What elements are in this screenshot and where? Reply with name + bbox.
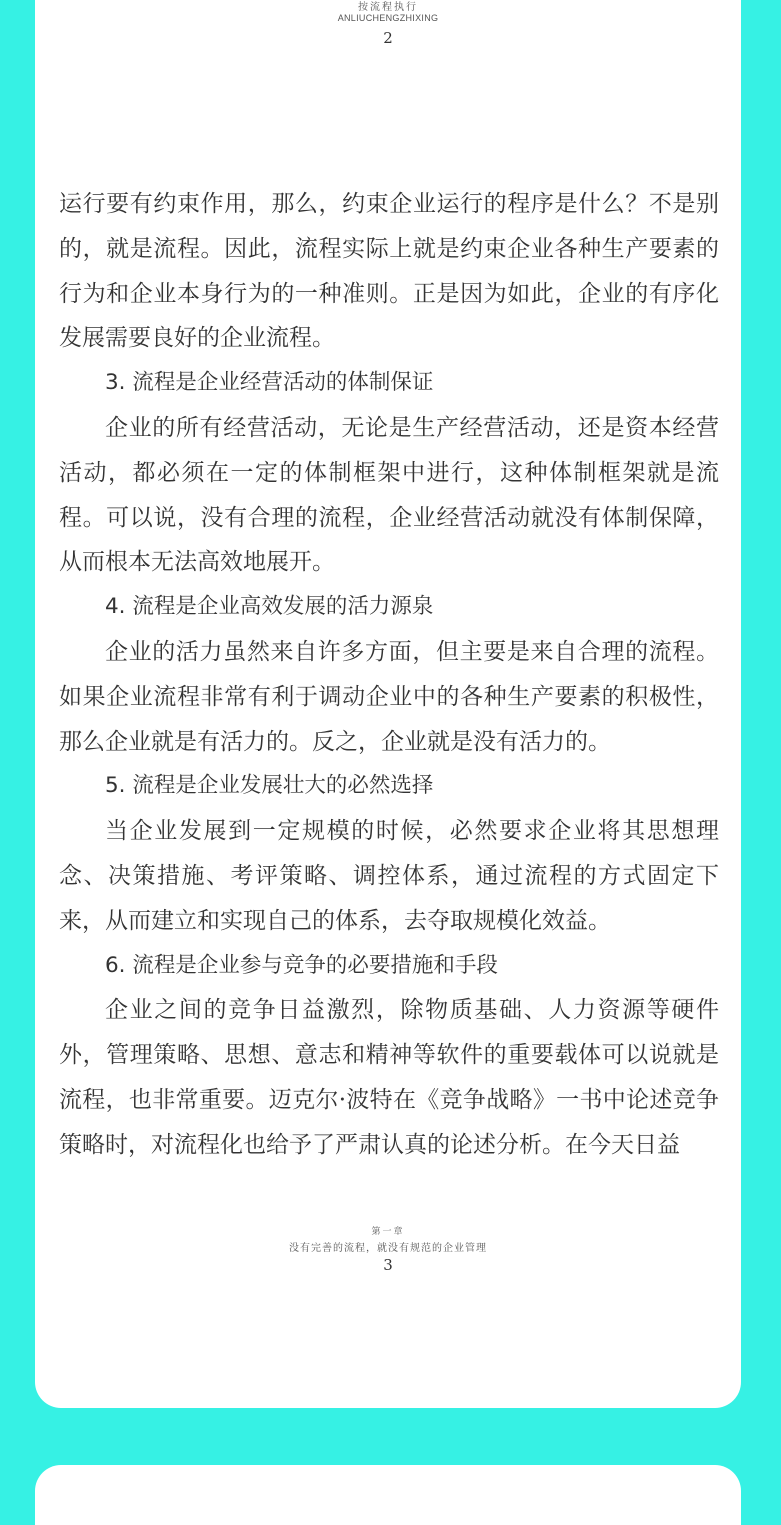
section-heading-4: 4. 流程是企业高效发展的活力源泉 [105, 594, 434, 620]
paragraph-continued: 运行要有约束作用，那么，约束企业运行的程序是什么？不是别的，就是流程。因此，流程实际上就是约束企业各种生产要素的行为和企业本身行为的一种准则。正是因为如此，企业的有序化发展需要良好的企业流程。 [59, 191, 719, 352]
paragraph: 企业的活力虽然来自许多方面，但主要是来自合理的流程。如果企业流程非常有利于调动企业中的各种生产要素的积极性，那么企业就是有活力的。反之，企业就是没有活力的。 [59, 638, 719, 755]
paragraph: 企业之间的竞争日益激烈，除物质基础、人力资源等硬件外，管理策略、思想、意志和精神等软件的重要载体可以说就是流程，也非常重要。迈克尔·波特在《竞争战略》一书中论述竞争策略时，对流程化也给予了严肃认真的论述分析。在今天日益 [59, 997, 719, 1158]
paragraph: 企业的所有经营活动，无论是生产经营活动，还是资本经营活动，都必须在一定的体制框架中进行，这种体制框架就是流程。可以说，没有合理的流程，企业经营活动就没有体制保障，从而根本无法高效地展开。 [59, 414, 719, 576]
page-number-top: 2 [383, 29, 393, 47]
section-heading-6: 6. 流程是企业参与竞争的必要措施和手段 [105, 952, 498, 978]
footer-chapter-title: 没有完善的流程，就没有规范的企业管理 [289, 1243, 487, 1254]
section-heading-3: 3. 流程是企业经营活动的体制保证 [105, 370, 434, 396]
running-header-pinyin: ANLIUCHENGZHIXING [337, 13, 439, 23]
footer-chapter: 第一章 [371, 1227, 405, 1237]
paragraph: 当企业发展到一定规模的时候，必然要求企业将其思想理念、决策措施、考评策略、调控体系，通过流程的方式固定下来，从而建立和实现自己的体系，去夺取规模化效益。 [59, 818, 719, 934]
body-text [59, 182, 719, 1168]
running-header-chinese: 按流程执行 [358, 2, 418, 13]
page-number-bottom: 3 [383, 1256, 393, 1274]
page-card [35, 0, 741, 1408]
next-page-card [35, 1465, 741, 1525]
section-heading-5: 5. 流程是企业发展壮大的必然选择 [105, 773, 434, 799]
